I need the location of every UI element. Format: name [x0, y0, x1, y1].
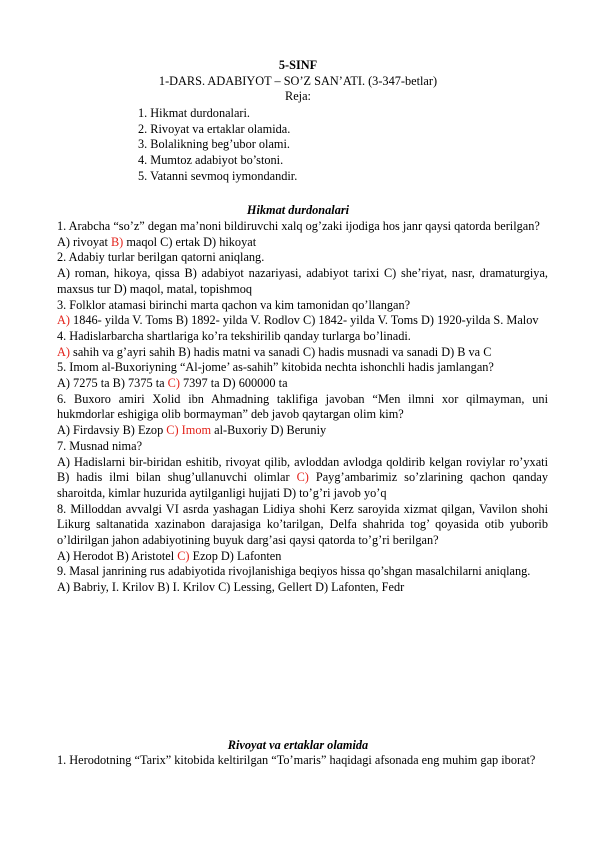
answers-2: A) roman, hikoya, qissa B) adabiyot nazariyasi, adabiyot tarixi C) she’riyat, nasr, dramaturgiya, maxsus tur D) maqol, matal, topishmoq — [57, 266, 548, 296]
plan-item: 5. Vatanni sevmoq iymondandir. — [138, 168, 298, 183]
question-5: 5. Imom al-Buxoriyning “Al-jome’ as-sahih” kitobida nechta ishonchli hadis jamlangan? — [57, 360, 494, 375]
section-body-hikmat — [57, 219, 548, 596]
answer-mark: C) — [177, 548, 190, 563]
question-8: 8. Milloddan avvalgi VI asrda yashagan Lidiya shohi Kerz saroyida xizmat qilgan, Vavilon shohi Likurg saltanatida xazinabon darajasiga ko’tarilgan, Delfa shahrida tog’ qoyasida otib yuborib o’ldirilgan jahon adabiyotining buyuk darg’asi qaysi qatorda to’g’ri berilgan? — [57, 501, 548, 548]
question-3: 3. Folklor atamasi birinchi marta qachon va kim tamonidan qo’llangan? — [57, 297, 411, 312]
answer-mark: C) — [167, 376, 180, 391]
answers-4: A) sahih va g’ayri sahih B) hadis matni va sanadi C) hadis musnadi va sanadi D) B va C — [57, 344, 492, 359]
answer-mark: C) — [296, 470, 309, 485]
answers-5: A) 7275 ta B) 7375 ta C) 7397 ta D) 600000 ta — [57, 376, 288, 391]
answer-mark: C) Imom — [166, 423, 212, 438]
answers-1: A) rivoyat B) maqol C) ertak D) hikoyat — [57, 234, 257, 249]
question-6: 6. Buxoro amiri Xolid ibn Ahmadning taklifiga javoban “Men ilmni xor qilmayman, uni hukmdorlar eshigiga olib bormayman” deb javob qaytargan olim kim? — [57, 391, 548, 422]
lesson-title: 1-DARS. ADABIYOT – SO’Z SAN’ATI. (3-347-betlar) — [158, 74, 438, 88]
plan-list — [138, 106, 297, 184]
answers-3: A) 1846- yilda V. Toms B) 1892- yilda V. Rodlov C) 1842- yilda V. Toms D) 1920-yilda S. Malov — [57, 313, 539, 328]
plan-item: 4. Mumtoz adabiyot bo’stoni. — [138, 153, 284, 168]
question-2: 2. Adabiy turlar berilgan qatorni aniqlang. — [57, 250, 265, 265]
section-heading-rivoyat: Rivoyat va ertaklar olamida — [227, 738, 369, 752]
plan-item: 1. Hikmat durdonalari. — [138, 106, 251, 120]
answer-mark: B) — [110, 234, 124, 249]
plan-item: 3. Bolalikning beg’ubor olami. — [138, 137, 290, 152]
section-body-rivoyat — [57, 753, 548, 769]
answer-mark: A) — [57, 313, 70, 328]
answer-mark: A) — [57, 344, 70, 359]
plan-label: Reja: — [285, 89, 311, 103]
answers-6: A) Firdavsiy B) Ezop C) Imom al-Buxoriy D) Beruniy — [57, 423, 327, 438]
plan-item: 2. Rivoyat va ertaklar olamida. — [138, 121, 291, 136]
question-9: 9. Masal janrining rus adabiyotida rivojlanishiga beqiyos hissa qo’shgan masalchilarni aniqlang. — [57, 564, 531, 579]
question-1: 1. Herodotning “Tarix” kitobida keltirilgan “To’maris” haqidagi afsonada eng muhim gap iborat? — [57, 753, 536, 767]
answers-9: A) Babriy, I. Krilov B) I. Krilov C) Lessing, Gellert D) Lafonten, Fedr — [57, 580, 405, 595]
grade-title: 5-SINF — [278, 58, 318, 72]
question-1: 1. Arabcha “so’z” degan ma’noni bildiruvchi xalq og’zaki ijodiga hos janr qaysi qatorda berilgan? — [57, 219, 540, 233]
answers-7: A) Hadislarni bir-biridan eshitib, rivoyat qilib, avloddan avlodga qoldirib kelgan roviylar ro’yxati B) hadis ilmi bilan shug’ullanuvchi olimlar C) Payg’ambarimiz so’zlarining qachon qanday sharoitda, kimlar huzurida aytilganligi hujjati D) to’g’ri javob yo’q — [57, 454, 548, 500]
question-4: 4. Hadislarbarcha shartlariga ko’ra tekshirilib qanday turlarga bo’linadi. — [57, 328, 411, 343]
question-7: 7. Musnad nima? — [57, 438, 143, 453]
answers-8: A) Herodot B) Aristotel C) Ezop D) Lafonten — [57, 548, 282, 563]
section-heading-hikmat: Hikmat durdonalari — [246, 203, 350, 217]
